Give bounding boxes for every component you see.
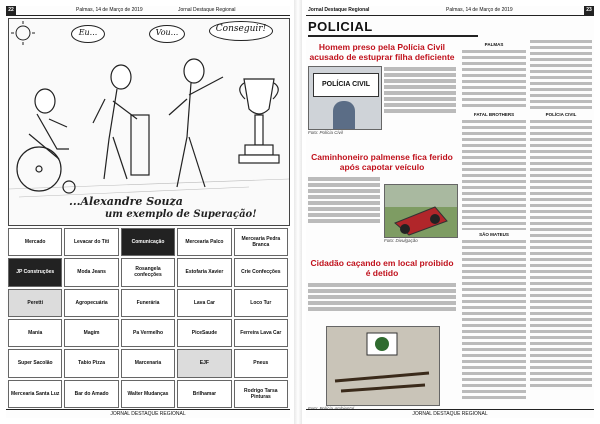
classified-ad: Rosangela confecções — [121, 258, 175, 286]
cartoon-illustration — [8, 18, 290, 226]
speech-bubble-2: Vou... — [149, 25, 185, 43]
seized-rifle-icon — [327, 327, 439, 405]
classified-ad: Mercearia Santa Luz — [8, 380, 62, 408]
standing-figure — [169, 59, 223, 187]
section-rule — [308, 35, 478, 37]
story-photo-1 — [308, 66, 382, 130]
header-publication: Jornal Destaque Regional — [178, 7, 236, 13]
classified-ad: Walter Mudanças — [121, 380, 175, 408]
story-body-3 — [308, 282, 456, 322]
classified-ad: EJF — [177, 349, 231, 377]
left-page — [6, 6, 290, 418]
right-page-footer: JORNAL DESTAQUE REGIONAL — [306, 409, 594, 418]
right-column — [530, 40, 592, 406]
cartoon-caption-name: ...Alexandre Souza — [69, 195, 183, 208]
classified-ads-grid — [8, 228, 288, 408]
speech-bubble-1: Eu... — [71, 25, 105, 43]
left-page-header — [6, 6, 290, 16]
classified-ad: Super Sacolão — [8, 349, 62, 377]
story-photo-2 — [384, 184, 458, 238]
classified-ad: Levacar do Titi — [64, 228, 118, 256]
story-caption-3: Foto: Polícia Ambiental — [308, 406, 355, 411]
page-number: 23 — [584, 6, 594, 15]
classified-ad: Agropecuária — [64, 289, 118, 317]
classified-ad: Lava Car — [177, 289, 231, 317]
sun-icon — [11, 21, 35, 45]
classified-ad: Brilhamar — [177, 380, 231, 408]
middle-column-head-3: SÃO MATEUS — [479, 232, 509, 237]
walker-figure — [93, 65, 149, 179]
classified-ad: Funerária — [121, 289, 175, 317]
page-gutter — [294, 0, 302, 424]
classified-ad: Mania — [8, 319, 62, 347]
classified-ad: Peretti — [8, 289, 62, 317]
page-number: 22 — [6, 6, 16, 15]
classified-ad: Crie Confecções — [234, 258, 288, 286]
classified-ad: Tabio Pizza — [64, 349, 118, 377]
classified-ad: Estofaria Xavier — [177, 258, 231, 286]
classified-ad: Mercado — [8, 228, 62, 256]
classified-ad: Ferreira Lava Car — [234, 319, 288, 347]
right-page — [306, 6, 594, 418]
classified-ad: Loco Tur — [234, 289, 288, 317]
left-page-footer: JORNAL DESTAQUE REGIONAL — [6, 409, 290, 418]
wheelchair-figure — [17, 89, 75, 193]
story-headline-1: Homem preso pela Polícia Civil acusado de estuprar filha deficiente — [309, 42, 455, 62]
story-caption-1: Foto: Polícia Civil — [308, 130, 343, 135]
story-caption-2: Foto: Divulgação — [384, 238, 418, 243]
classified-ad: Mercearia Palco — [177, 228, 231, 256]
classified-ad: Marcenaria — [121, 349, 175, 377]
story-body-2 — [308, 176, 380, 240]
story-headline-2: Caminhoneiro palmense fica ferido após capotar veículo — [311, 152, 453, 172]
section-title: POLICIAL — [308, 19, 373, 34]
header-date: Palmas, 14 de Março de 2019 — [446, 7, 513, 13]
middle-column — [462, 40, 526, 406]
story-photo-3 — [326, 326, 440, 406]
suspect-silhouette — [333, 101, 355, 129]
header-publication: Jornal Destaque Regional — [308, 7, 370, 13]
overturned-truck-icon — [385, 185, 457, 237]
classified-ad: Pneus — [234, 349, 288, 377]
classified-ad: Mercearia Pedra Branca — [234, 228, 288, 256]
classified-ad: Moda Jeans — [64, 258, 118, 286]
trophy-icon — [239, 79, 279, 163]
cartoon-caption-tagline: um exemplo de Superação! — [105, 209, 257, 220]
story-body-1 — [384, 66, 456, 128]
classified-ad: Pa Vermelho — [121, 319, 175, 347]
classified-ad: PiceSaude — [177, 319, 231, 347]
classified-ad: Comunicação — [121, 228, 175, 256]
classified-ad: Magim — [64, 319, 118, 347]
classified-ad: Rodrigo Tarsa Pinturas — [234, 380, 288, 408]
header-date: Palmas, 14 de Março de 2019 — [76, 7, 143, 13]
middle-column-head-1: PALMAS — [484, 42, 504, 47]
speech-bubble-3: Conseguir! — [209, 21, 273, 41]
middle-column-head-2: FATAL BROTHERS — [473, 112, 515, 117]
right-page-header — [306, 6, 594, 16]
classified-ad: Bar do Amado — [64, 380, 118, 408]
story-headline-3: Cidadão caçando em local proibido é detido — [310, 258, 454, 278]
classified-ad: JP Construções — [8, 258, 62, 286]
police-sign: POLÍCIA CIVIL — [313, 73, 379, 97]
right-column-head-1: POLÍCIA CIVIL — [545, 112, 577, 117]
